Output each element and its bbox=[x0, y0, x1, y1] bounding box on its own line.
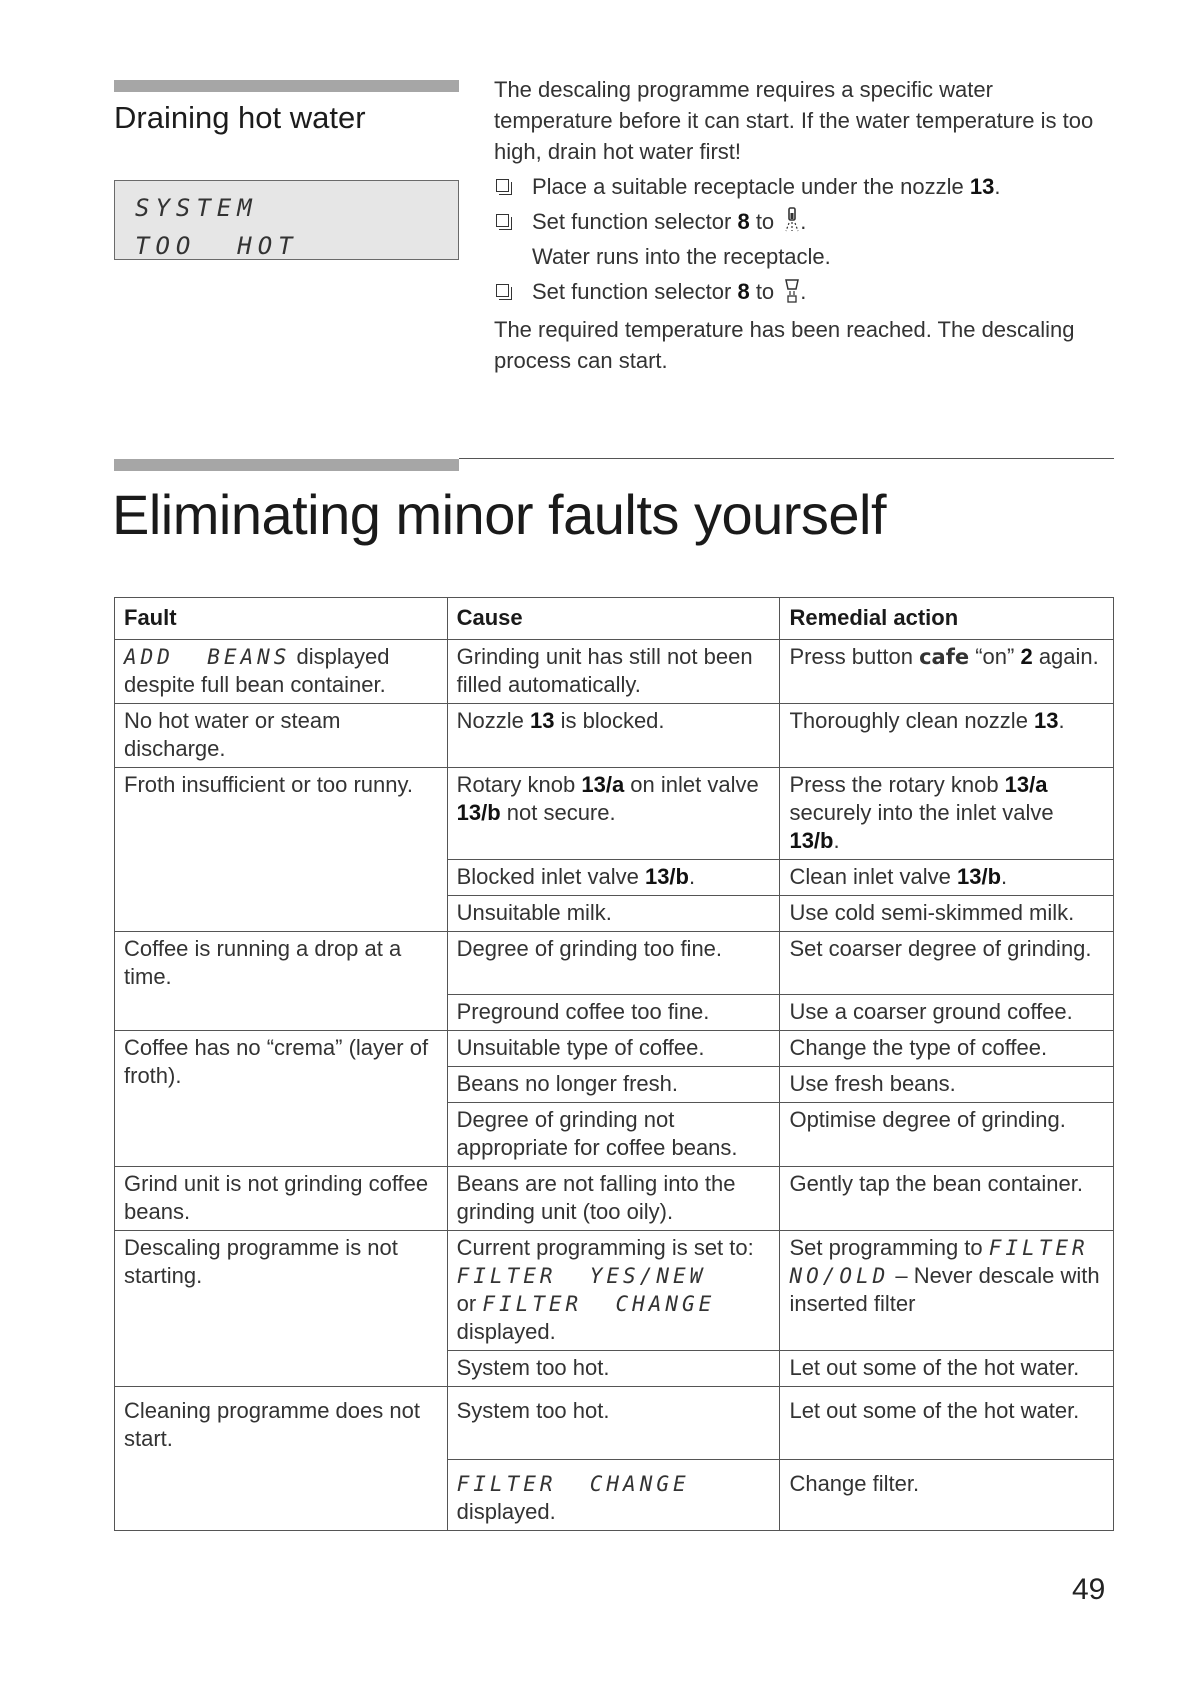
action-cell bbox=[780, 768, 1114, 860]
ref-number: 13/a bbox=[1004, 772, 1048, 797]
cause-text: Blocked inlet valve bbox=[456, 864, 645, 889]
display-text: FILTER YES/NEW bbox=[456, 1264, 707, 1288]
table-header-row bbox=[115, 598, 1114, 640]
step-2-to: to bbox=[749, 209, 781, 234]
ref-number: 13/b bbox=[789, 828, 834, 853]
action-cell: Use cold semi-skimmed milk. bbox=[780, 896, 1114, 932]
cause-text: Nozzle bbox=[456, 708, 530, 733]
display-text: FILTER NO/OLD bbox=[789, 1236, 1089, 1288]
ref-number: 13/b bbox=[957, 864, 1002, 889]
action-cell: Change the type of coffee. bbox=[780, 1031, 1114, 1067]
header-cause: Cause bbox=[447, 598, 780, 640]
fault-cell: Coffee has no “crema” (layer of froth). bbox=[115, 1031, 448, 1167]
display-text: ADD BEANS bbox=[124, 645, 291, 669]
checkbox-bullet-icon bbox=[496, 284, 509, 297]
header-fault: Fault bbox=[115, 598, 448, 640]
hot-water-selector-icon bbox=[784, 207, 800, 241]
action-cell: Use a coarser ground coffee. bbox=[780, 995, 1114, 1031]
cause-text: displayed. bbox=[456, 1319, 556, 1344]
fault-cell: Grind unit is not grinding coffee beans. bbox=[115, 1167, 448, 1231]
draining-intro: The descaling programme requires a specific water temperature before it can start. If the water temperature is too high, drain hot water first! bbox=[494, 77, 1094, 164]
cause-cell bbox=[447, 860, 780, 896]
display-text: FILTER CHANGE bbox=[456, 1472, 690, 1496]
page-number: 49 bbox=[1072, 1573, 1106, 1606]
step-2: Set function selector 8 to . Water runs into the receptacle. bbox=[494, 206, 1114, 272]
action-text: securely into the inlet valve bbox=[789, 800, 1054, 825]
coffee-cup-selector-icon bbox=[784, 277, 800, 311]
cause-text: Current programming is set to: bbox=[456, 1235, 754, 1260]
table-row bbox=[115, 932, 1114, 995]
header-remedial-action: Remedial action bbox=[780, 598, 1114, 640]
table-row bbox=[115, 1387, 1114, 1460]
section-bar-draining bbox=[114, 80, 459, 92]
fault-cell: Cleaning programme does not start. bbox=[115, 1387, 448, 1531]
table-row bbox=[115, 1231, 1114, 1351]
action-text: Set programming to bbox=[789, 1235, 989, 1260]
cause-cell: Beans no longer fresh. bbox=[447, 1067, 780, 1103]
cause-text: is blocked. bbox=[554, 708, 665, 733]
action-cell bbox=[780, 704, 1114, 768]
action-text: Press button bbox=[789, 644, 920, 669]
fault-table bbox=[114, 597, 1114, 1531]
step-2-result: Water runs into the receptacle. bbox=[532, 244, 831, 269]
action-text: Thoroughly clean nozzle bbox=[789, 708, 1035, 733]
table-row bbox=[115, 640, 1114, 704]
step-1-ref: 13 bbox=[969, 174, 995, 199]
cause-cell: Grinding unit has still not been filled automatically. bbox=[447, 640, 780, 704]
fault-cell: No hot water or steam discharge. bbox=[115, 704, 448, 768]
fault-cell bbox=[115, 640, 448, 704]
cause-text: or bbox=[456, 1291, 483, 1316]
cafe-button-label: cafe bbox=[919, 645, 970, 669]
fault-text: displayed despite full bean container. bbox=[124, 644, 390, 697]
lcd-display bbox=[114, 180, 459, 260]
section-divider-line bbox=[459, 458, 1114, 459]
cause-cell bbox=[447, 1460, 780, 1531]
cause-cell: Unsuitable milk. bbox=[447, 896, 780, 932]
step-1: Place a suitable receptacle under the nozzle 13. bbox=[494, 171, 1114, 202]
draining-title: Draining hot water bbox=[114, 100, 366, 135]
step-1-text: Place a suitable receptacle under the nozzle bbox=[532, 174, 970, 199]
draining-outcome: The required temperature has been reached. The descaling process can start. bbox=[494, 317, 1075, 373]
action-cell bbox=[780, 640, 1114, 704]
ref-number: 2 bbox=[1020, 644, 1033, 669]
cause-cell: Preground coffee too fine. bbox=[447, 995, 780, 1031]
faults-title: Eliminating minor faults yourself bbox=[112, 483, 887, 546]
action-text: . bbox=[833, 828, 840, 853]
action-text: . bbox=[1001, 864, 1008, 889]
ref-number: 13 bbox=[1034, 708, 1059, 733]
table-row bbox=[115, 1031, 1114, 1067]
fault-cell: Coffee is running a drop at a time. bbox=[115, 932, 448, 1031]
cause-cell bbox=[447, 768, 780, 860]
cause-cell: System too hot. bbox=[447, 1387, 780, 1460]
fault-cell: Froth insufficient or too runny. bbox=[115, 768, 448, 932]
checkbox-bullet-icon bbox=[496, 214, 509, 227]
cause-cell bbox=[447, 704, 780, 768]
action-text: “on” bbox=[969, 644, 1021, 669]
cause-text: Rotary knob bbox=[456, 772, 582, 797]
checkbox-bullet-icon bbox=[496, 179, 509, 192]
action-cell: Use fresh beans. bbox=[780, 1067, 1114, 1103]
cause-text: not secure. bbox=[500, 800, 616, 825]
ref-number: 13/a bbox=[581, 772, 625, 797]
draining-instructions bbox=[494, 74, 1114, 376]
table-row bbox=[115, 768, 1114, 860]
cause-cell: System too hot. bbox=[447, 1351, 780, 1387]
action-cell: Set coarser degree of grinding. bbox=[780, 932, 1114, 995]
action-cell: Let out some of the hot water. bbox=[780, 1351, 1114, 1387]
section-bar-faults bbox=[114, 459, 459, 471]
cause-cell: Unsuitable type of coffee. bbox=[447, 1031, 780, 1067]
display-text: FILTER CHANGE bbox=[482, 1292, 716, 1316]
cause-cell bbox=[447, 1231, 780, 1351]
action-cell: Change filter. bbox=[780, 1460, 1114, 1531]
action-cell: Let out some of the hot water. bbox=[780, 1387, 1114, 1460]
ref-number: 13/b bbox=[644, 864, 689, 889]
cause-text: . bbox=[688, 864, 696, 889]
step-2-ref: 8 bbox=[737, 209, 750, 234]
cause-text: displayed. bbox=[456, 1499, 556, 1524]
action-cell bbox=[780, 860, 1114, 896]
action-text: again. bbox=[1032, 644, 1099, 669]
step-3-text: Set function selector bbox=[532, 279, 738, 304]
fault-cell: Descaling programme is not starting. bbox=[115, 1231, 448, 1387]
ref-number: 13/b bbox=[456, 800, 501, 825]
cause-text: on inlet valve bbox=[624, 772, 759, 797]
action-text: Clean inlet valve bbox=[789, 864, 957, 889]
step-3-ref: 8 bbox=[737, 279, 750, 304]
action-text: Press the rotary knob bbox=[789, 772, 1005, 797]
cause-cell: Degree of grinding too fine. bbox=[447, 932, 780, 995]
action-cell bbox=[780, 1231, 1114, 1351]
cause-cell: Degree of grinding not appropriate for coffee beans. bbox=[447, 1103, 780, 1167]
step-3-to: to bbox=[749, 279, 781, 304]
action-text: – Never descale with inserted filter bbox=[789, 1263, 1100, 1316]
action-text: . bbox=[1058, 708, 1065, 733]
table-row bbox=[115, 704, 1114, 768]
step-3: Set function selector 8 to . bbox=[494, 276, 1114, 311]
action-cell: Gently tap the bean container. bbox=[780, 1167, 1114, 1231]
lcd-line-1: SYSTEM bbox=[135, 194, 258, 222]
table-row bbox=[115, 1167, 1114, 1231]
action-cell: Optimise degree of grinding. bbox=[780, 1103, 1114, 1167]
step-2-text: Set function selector bbox=[532, 209, 738, 234]
cause-cell: Beans are not falling into the grinding unit (too oily). bbox=[447, 1167, 780, 1231]
ref-number: 13 bbox=[529, 708, 555, 733]
lcd-line-2: TOO HOT bbox=[135, 232, 299, 260]
